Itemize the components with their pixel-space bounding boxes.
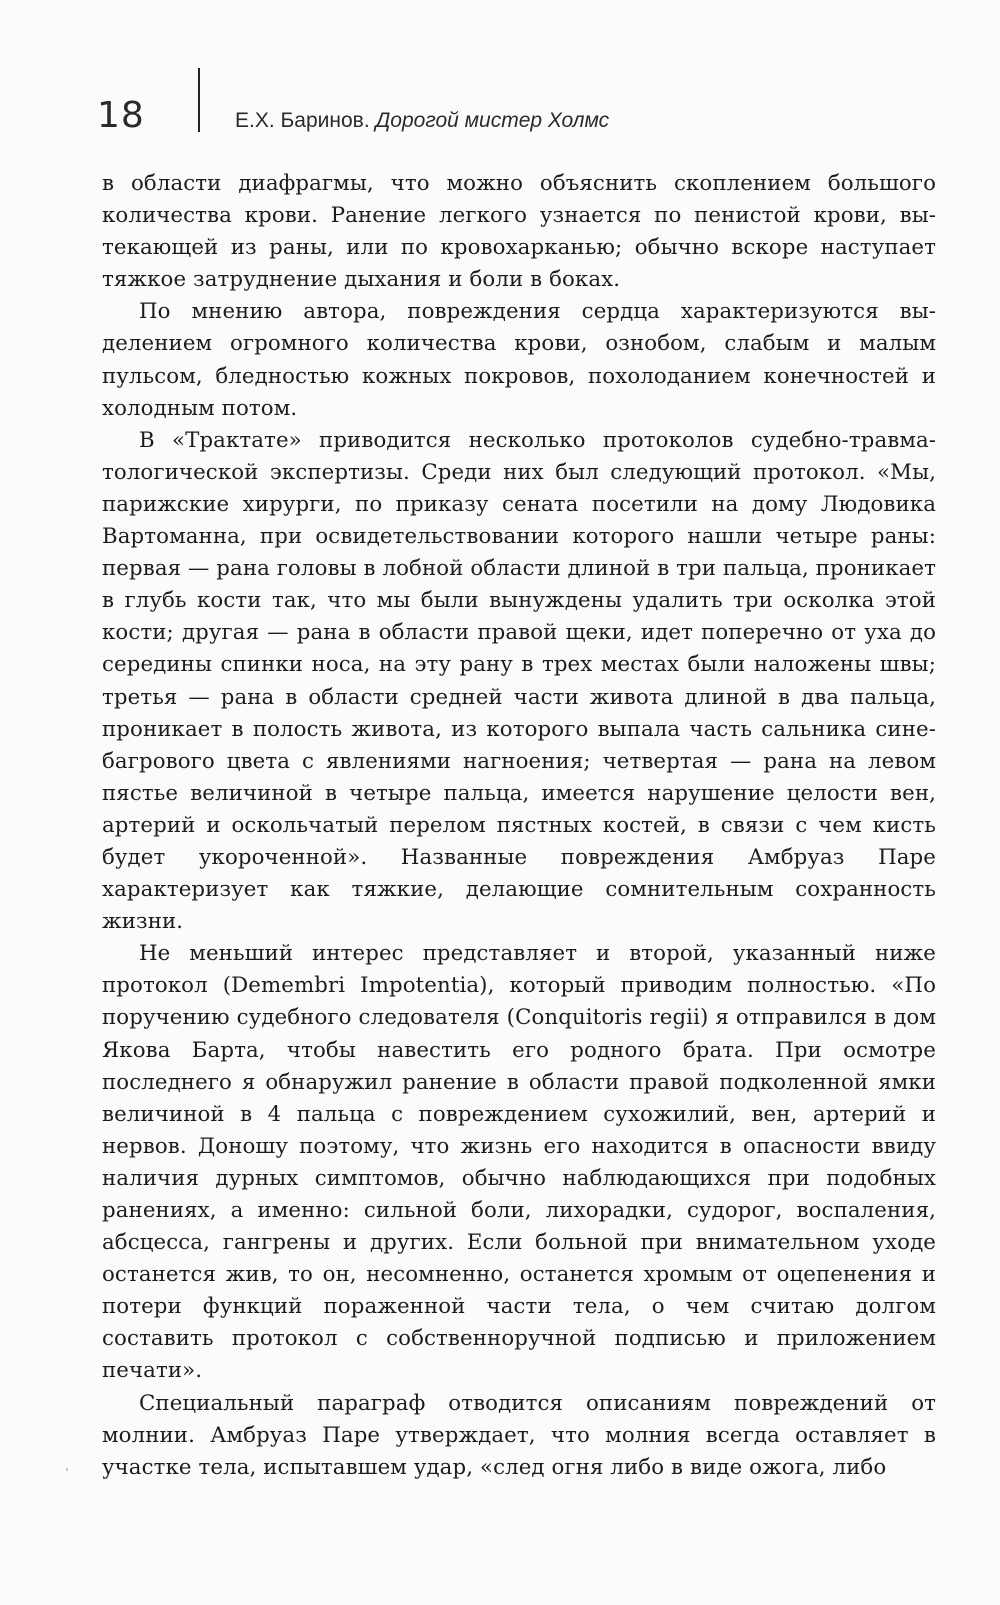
page-number: 18 [97, 95, 145, 136]
running-head-author: Е.Х. Баринов. [235, 109, 370, 132]
paragraph-1: в области диафрагмы, что можно объяснить скоплением большого количества крови. Ранение легкого узнается по пенистой крови, вытекающей из раны, или по кровохарканью; обычно вскоре наступает тяжкое затруднение дыхания и боли в боках. [102, 171, 936, 293]
running-head [235, 108, 609, 134]
paragraph-3: В «Трактате» приводится несколько протоколов судебно-травматологической экспертизы. Среди них был следующий протокол. «Мы, парижские хирурги, по приказу сената посетили на дому Людовика Вартоманна, при освидетельствовании которого нашли четыре раны: первая — рана головы в лобной области длиной в три пальца, проникает в глубь кости так, что мы были вынуждены удалить три осколка этой кости; другая — рана в области правой щеки, идет поперечно от уха до середины спинки носа, на эту рану в трех местах были наложены швы; третья — рана в области средней части живота длиной в два пальца, проникает в полость живота, из которого выпала часть сальника сине-багрового цвета с явлениями нагноения; четвертая — рана на левом пястье величиной в четыре пальца, имеется нарушение целости вен, артерий и оскольчатый перелом пястных костей, в связи с чем кисть будет укороченной». Названные повреждения Амбруаз Паре характеризует как тяжкие, делающие сомнительным сохранность жизни. [102, 427, 937, 935]
page-header [97, 68, 917, 138]
paper-speck [66, 1468, 68, 1471]
paragraph-2: По мнению автора, повреждения сердца характеризуются выделением огромного количества крови, ознобом, слабым и малым пульсом, бледностью кожных покровов, похолоданием конечностей и холодным потом. [102, 299, 936, 421]
running-head-title: Дорогой мистер Холмс [375, 109, 610, 132]
header-divider [198, 68, 200, 132]
paragraph-4: Не меньший интерес представляет и второй, указанный ниже протокол (Demembri Impotentia), который приводим полностью. «По поручению судебного следователя (Conquitoris regii) я отправился в дом Якова Барта, чтобы навестить его родного брата. При осмотре последнего я обнаружил ранение в области правой подколенной ямки величиной в 4 пальца с повреждением сухожилий, вен, артерий и нервов. Доношу поэтому, что жизнь его находится в опасности ввиду наличия дурных симптомов, обычно наблюдающихся при подобных ранениях, а именно: сильной боли, лихорадки, судорог, воспаления, абсцесса, гангрены и других. Если больной при внимательном уходе останется жив, то он, несомненно, останется хромым от оцепенения и потери функций пораженной части тела, о чем считаю долгом составить протокол с собственноручной подписью и приложением печати». [102, 941, 936, 1384]
body-text [102, 168, 936, 1484]
paragraph-5: Специальный параграф отводится описаниям повреждений от молнии. Амбруаз Паре утверждает, что молния всегда оставляет в участке тела, испытавшем удар, «след огня либо в виде ожога, либо [102, 1390, 936, 1480]
